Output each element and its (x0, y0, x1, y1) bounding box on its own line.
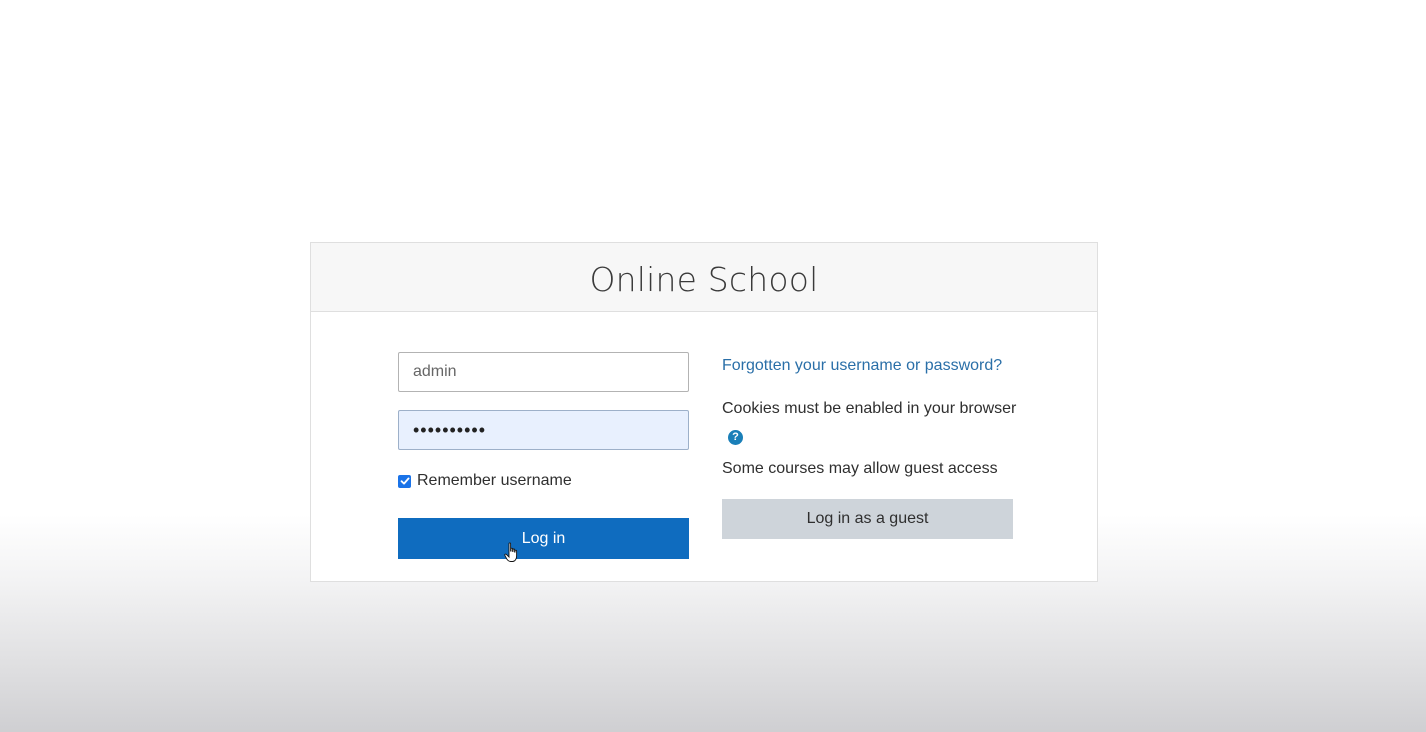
login-button-label: Log in (521, 529, 566, 547)
remember-checkbox[interactable] (398, 475, 411, 488)
card-header (311, 243, 1097, 312)
cookies-notice (722, 396, 1022, 446)
login-button[interactable] (398, 518, 689, 559)
guest-login-button[interactable] (722, 499, 1013, 539)
login-form (398, 352, 689, 559)
site-title: Online School (589, 259, 819, 299)
remember-label: Remember username (417, 472, 572, 489)
checkmark-icon (400, 476, 410, 486)
question-circle-icon[interactable]: ? (728, 430, 743, 445)
cookies-text: Cookies must be enabled in your browser (722, 400, 1017, 417)
password-input[interactable] (398, 410, 689, 450)
hand-cursor-icon (504, 542, 520, 564)
login-card (310, 242, 1098, 582)
forgot-password-link[interactable]: Forgotten your username or password? (722, 357, 1003, 374)
guest-login-label: Log in as a guest (806, 510, 929, 527)
guest-access-note: Some courses may allow guest access (722, 460, 998, 477)
login-info (722, 353, 1022, 539)
username-input[interactable] (398, 352, 689, 392)
remember-username[interactable] (398, 472, 689, 490)
